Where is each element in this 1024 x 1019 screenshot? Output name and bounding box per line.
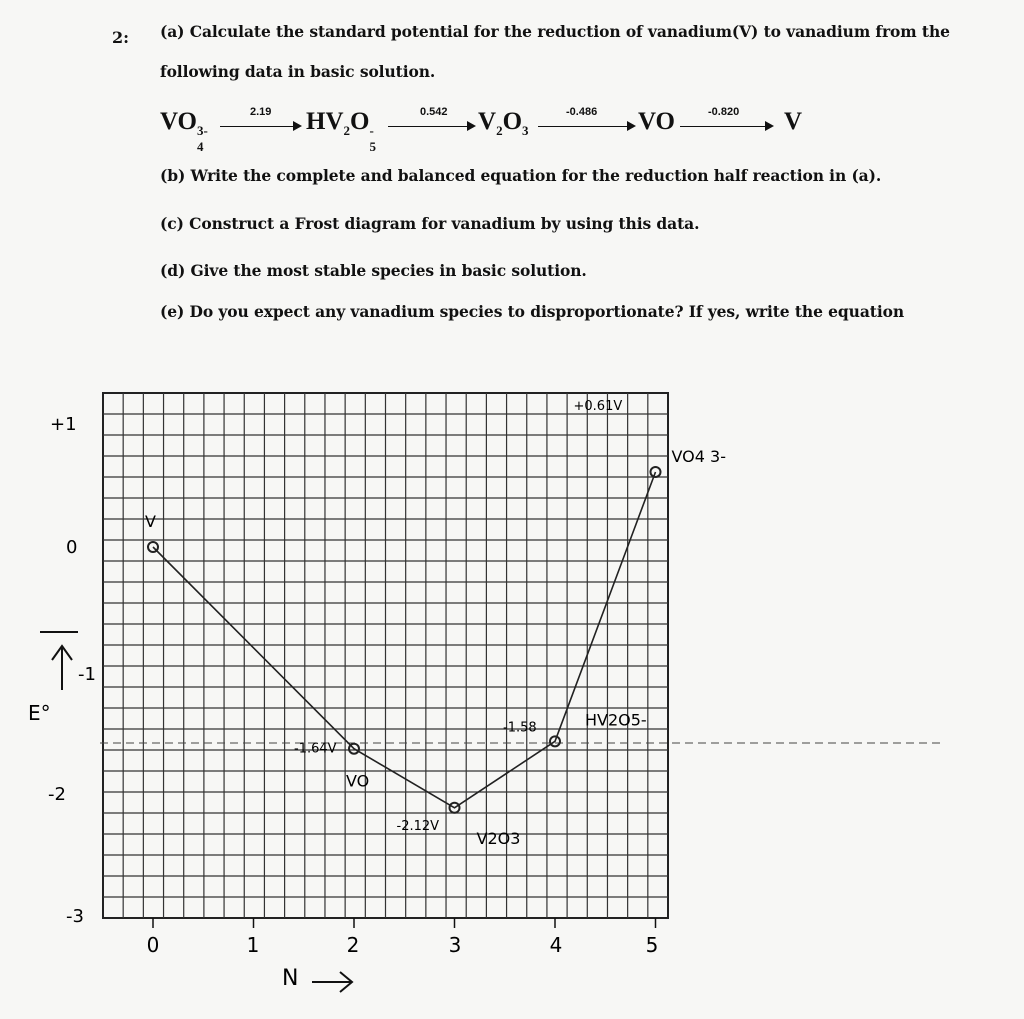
species-v: V xyxy=(784,108,803,135)
frost-line xyxy=(153,472,656,808)
question-number: 2: xyxy=(112,28,130,47)
point-labels xyxy=(145,399,726,848)
potential-3: -0.486 xyxy=(566,106,598,118)
part-d-text: (d) Give the most stable species in basic solution. xyxy=(160,261,587,280)
x-axis-arrow xyxy=(312,972,352,992)
y-axis-arrow xyxy=(52,646,72,690)
x-tick-label-4: 4 xyxy=(549,933,563,957)
point-name-4: VO4 3- xyxy=(671,446,726,466)
x-axis-label: N xyxy=(282,966,299,991)
species-v2o3: $V_2O_3$ xyxy=(478,108,529,138)
point-value-4: +0.61V xyxy=(573,398,623,414)
potential-1: 2.19 xyxy=(250,106,272,118)
point-name-2: V2O3 xyxy=(476,828,521,848)
y-tick-label-2: -1 xyxy=(78,664,96,685)
point-name-0: V xyxy=(145,512,156,531)
potential-2: 0.542 xyxy=(420,106,448,118)
part-a-text-line1: (a) Calculate the standard potential for the reduction of vanadium(V) to vanadium from the xyxy=(160,22,950,41)
part-e-text: (e) Do you expect any vanadium species to disproportionate? If yes, write the equation xyxy=(160,302,905,321)
y-tick-label-0: +1 xyxy=(50,414,77,435)
point-value-1: -1.64V xyxy=(294,741,337,757)
species-vo: VO xyxy=(638,108,675,135)
y-tick-label-1: 0 xyxy=(66,537,78,558)
point-value-3: -1.58 xyxy=(503,720,537,736)
point-name-3: HV2O5- xyxy=(585,710,647,730)
species-vo4: VO 3- 4 xyxy=(160,108,208,154)
x-tick-label-1: 1 xyxy=(246,933,260,957)
part-a-text-line2: following data in basic solution. xyxy=(160,62,436,81)
y-axis-label: E° xyxy=(28,701,51,725)
x-tick-label-3: 3 xyxy=(448,933,462,957)
potential-4: -0.820 xyxy=(708,106,740,118)
x-tick-label-0: 0 xyxy=(146,933,160,957)
point-value-2: -2.12V xyxy=(396,818,440,834)
part-c-text: (c) Construct a Frost diagram for vanadium by using this data. xyxy=(160,214,700,233)
x-tick-label-5: 5 xyxy=(645,933,659,957)
y-tick-label-4: -3 xyxy=(66,906,84,927)
point-name-1: VO xyxy=(346,771,370,791)
x-tick-label-2: 2 xyxy=(346,933,360,957)
species-hv2o5: $HV_2O$ - 5 xyxy=(306,108,376,154)
graph-grid xyxy=(103,393,668,918)
part-b-text: (b) Write the complete and balanced equation for the reduction half reaction in (a). xyxy=(160,166,882,185)
y-tick-label-3: -2 xyxy=(48,784,66,805)
